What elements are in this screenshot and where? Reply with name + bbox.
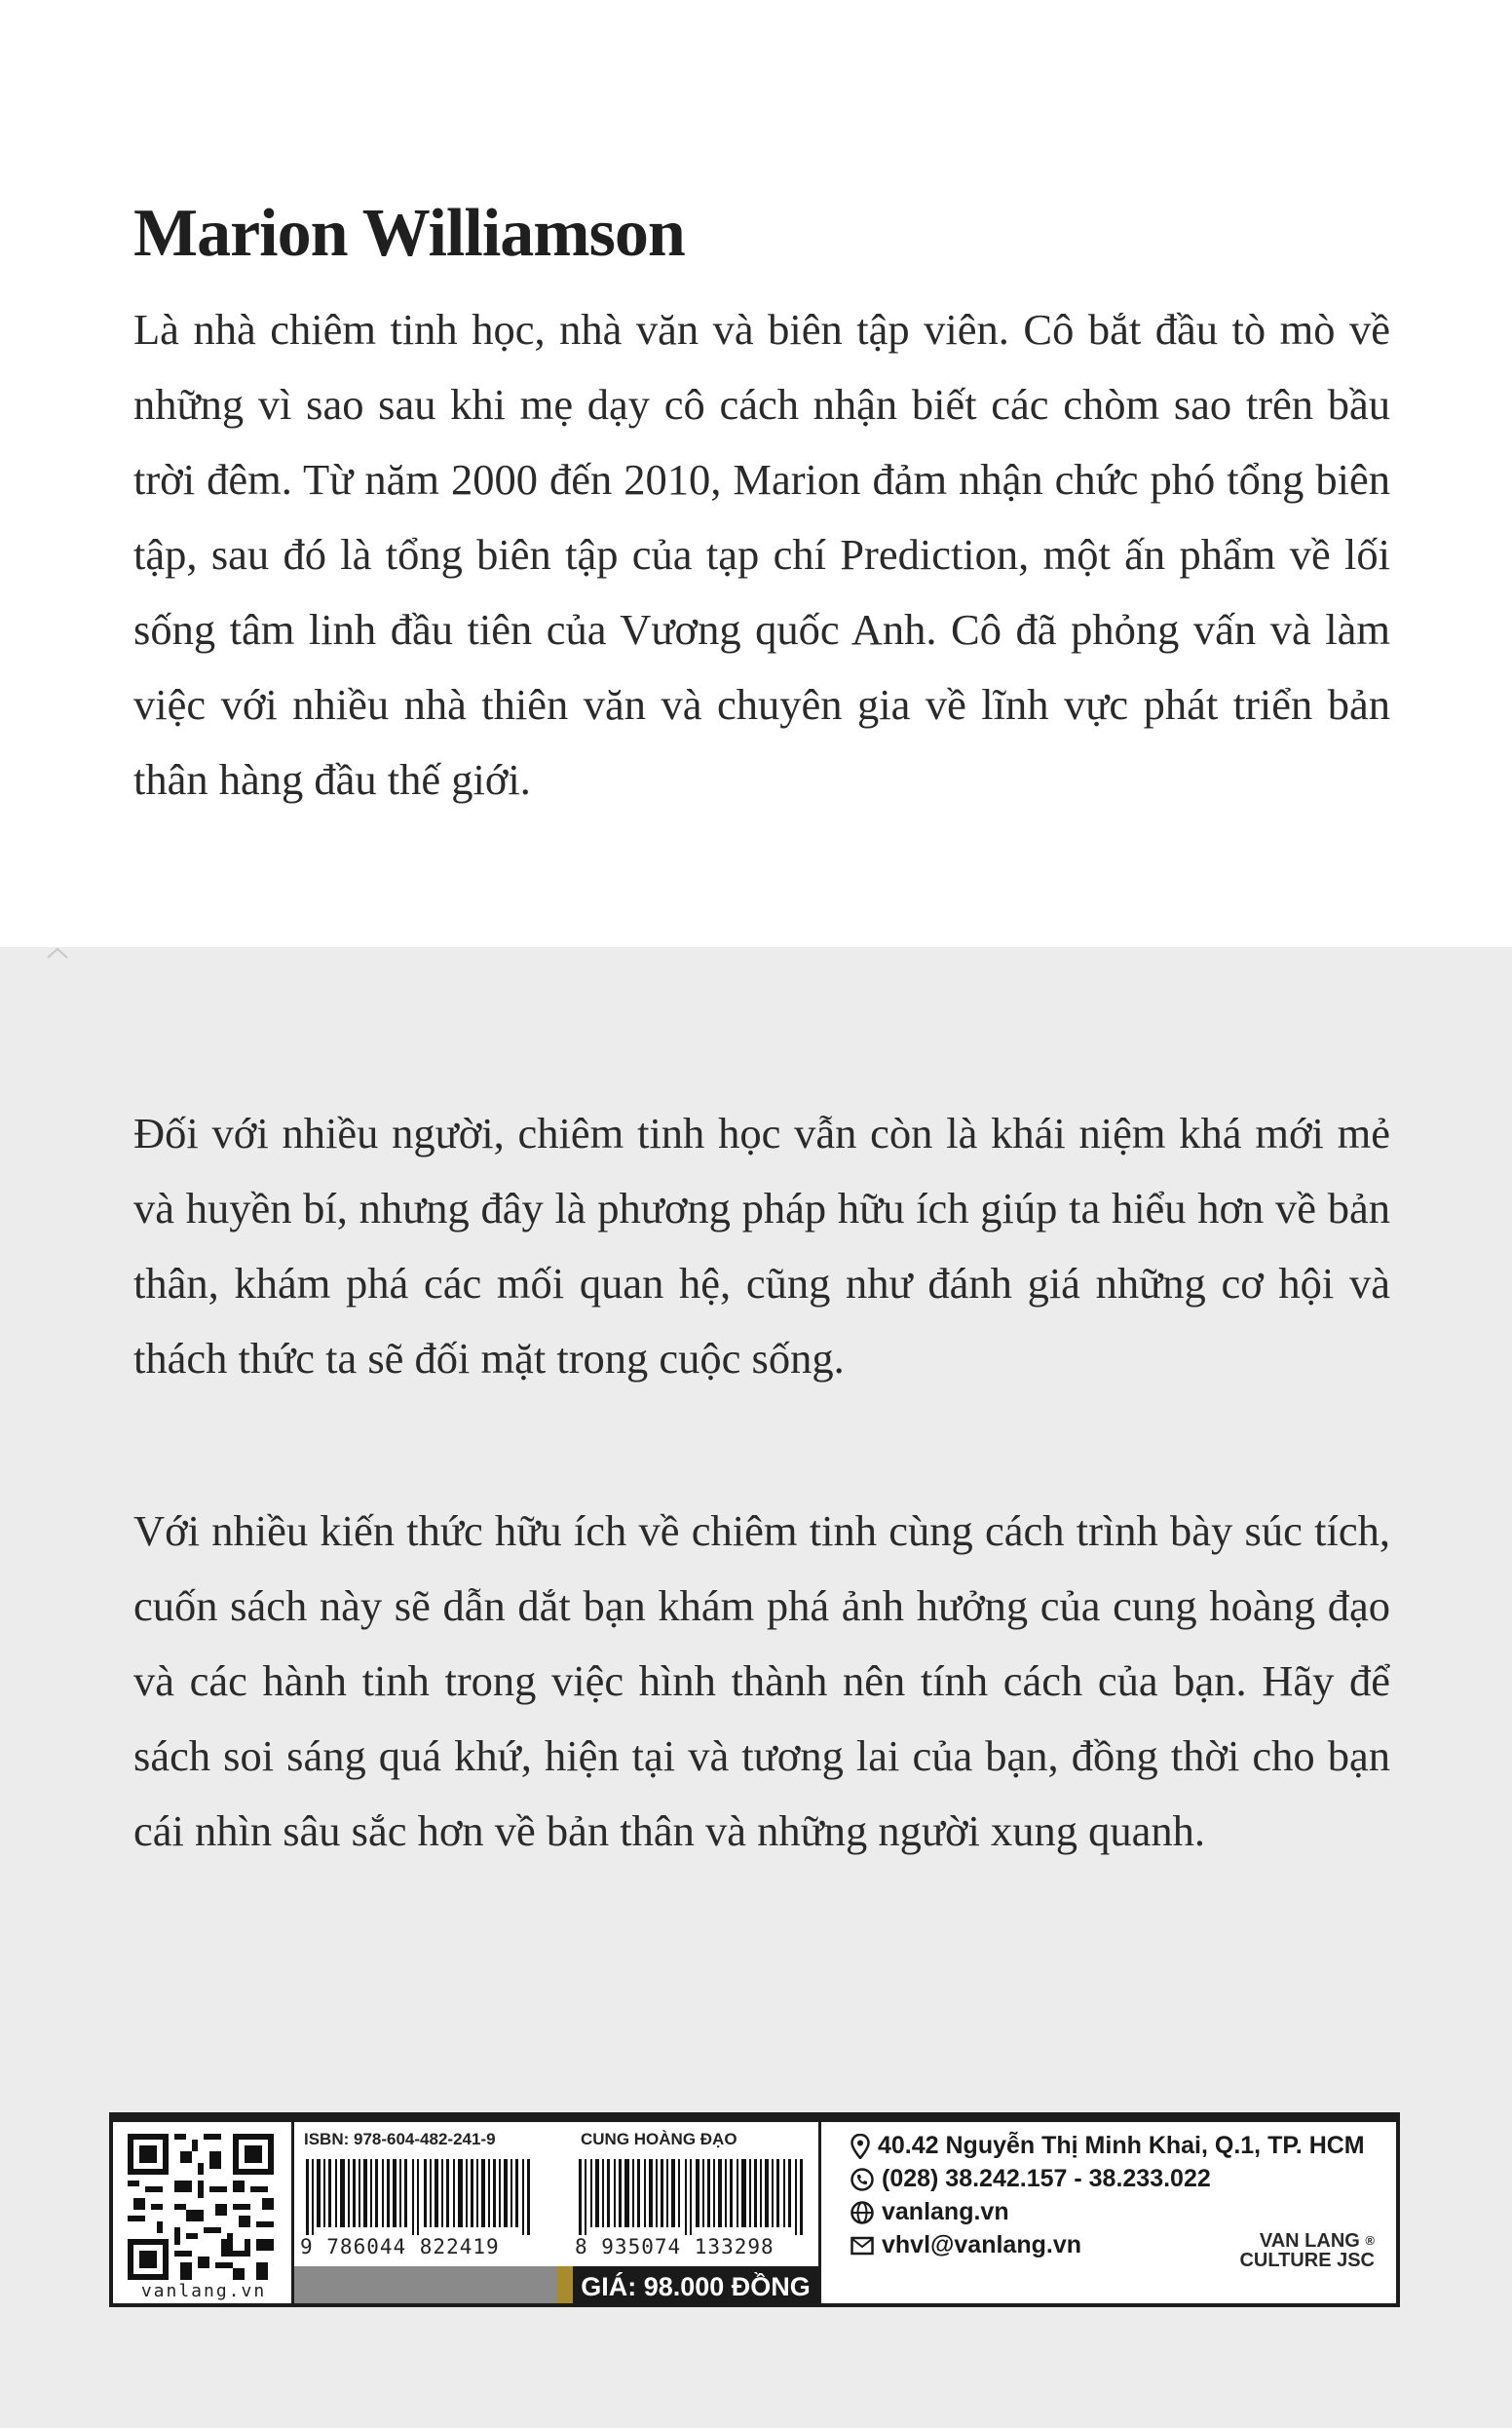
info-divider <box>818 2122 821 2303</box>
description-paragraph-2: Với nhiều kiến thức hữu ích về chiêm tinh cùng cách trình bày súc tích, cuốn sách này sẽ dẫn dắt bạn khám phá ảnh hưởng của cung hoàng đạo và các hành tinh trong việc hình thành nên tính cách của bạn. Hãy để sách soi sáng quá khứ, hiện tại và tương lai của bạn, đồng thời cho bạn cái nhìn sâu sắc hơn về bản thân và những người xung quanh. <box>133 1506 1390 1855</box>
price-strip-left <box>294 2266 557 2307</box>
qr-cell <box>113 2122 294 2303</box>
isbn-digits: 9 786044 822419 <box>300 2235 500 2258</box>
address-text: 40.42 Nguyễn Thị Minh Khai, Q.1, TP. HCM <box>878 2132 1365 2159</box>
book-info-box <box>109 2112 1400 2307</box>
publisher-logo <box>1228 2231 1375 2270</box>
isbn-barcode-bars <box>302 2159 536 2235</box>
isbn-label: ISBN: 978-604-482-241-9 <box>304 2130 496 2148</box>
mail-icon <box>850 2236 874 2256</box>
book-title-label: CUNG HOÀNG ĐẠO <box>581 2130 737 2148</box>
location-pin-icon <box>850 2134 870 2159</box>
email-line <box>850 2231 1081 2259</box>
phone-text[interactable]: (028) 38.242.157 - 38.233.022 <box>882 2165 1211 2192</box>
qr-caption: vanlang.vn <box>140 2281 267 2301</box>
price-label: GIÁ: 98.000 ĐỒNG <box>573 2266 818 2307</box>
qr-code-icon[interactable] <box>128 2134 274 2280</box>
email-text[interactable]: vhvl@vanlang.vn <box>882 2231 1081 2258</box>
publisher-line-2: CULTURE JSC <box>1239 2250 1375 2271</box>
top-section <box>0 0 1512 947</box>
ean-barcode-bars <box>575 2159 809 2235</box>
globe-icon <box>850 2201 874 2224</box>
phone-line <box>850 2165 1211 2193</box>
website-text[interactable]: vanlang.vn <box>882 2198 1009 2225</box>
website-line <box>850 2198 1009 2226</box>
price-strip-accent <box>557 2266 573 2307</box>
address-line <box>850 2132 1365 2160</box>
publisher-line-1: VAN LANG ® <box>1259 2230 1375 2252</box>
ean-digits: 8 935074 133298 <box>575 2235 775 2258</box>
phone-icon <box>850 2168 874 2191</box>
corner-mark-icon <box>47 947 68 959</box>
author-bio: Là nhà chiêm tinh học, nhà văn và biên tập viên. Cô bắt đầu tò mò về những vì sao sau khi mẹ dạy cô cách nhận biết các chòm sao trên bầu trời đêm. Từ năm 2000 đến 2010, Marion đảm nhận chức phó tổng biên tập, sau đó là tổng biên tập của tạp chí Prediction, một ấn phẩm về lối sống tâm linh đầu tiên của Vương quốc Anh. Cô đã phỏng vấn và làm việc với nhiều nhà thiên văn và chuyên gia về lĩnh vực phát triển bản thân hàng đầu thế giới. <box>133 305 1390 804</box>
author-name: Marion Williamson <box>133 196 685 271</box>
description-paragraph-1: Đối với nhiều người, chiêm tinh học vẫn còn là khái niệm khá mới mẻ và huyền bí, nhưng đây là phương pháp hữu ích giúp ta hiểu hơn về bản thân, khám phá các mối quan hệ, cũng như đánh giá những cơ hội và thách thức ta sẽ đối mặt trong cuộc sống. <box>133 1109 1390 1383</box>
